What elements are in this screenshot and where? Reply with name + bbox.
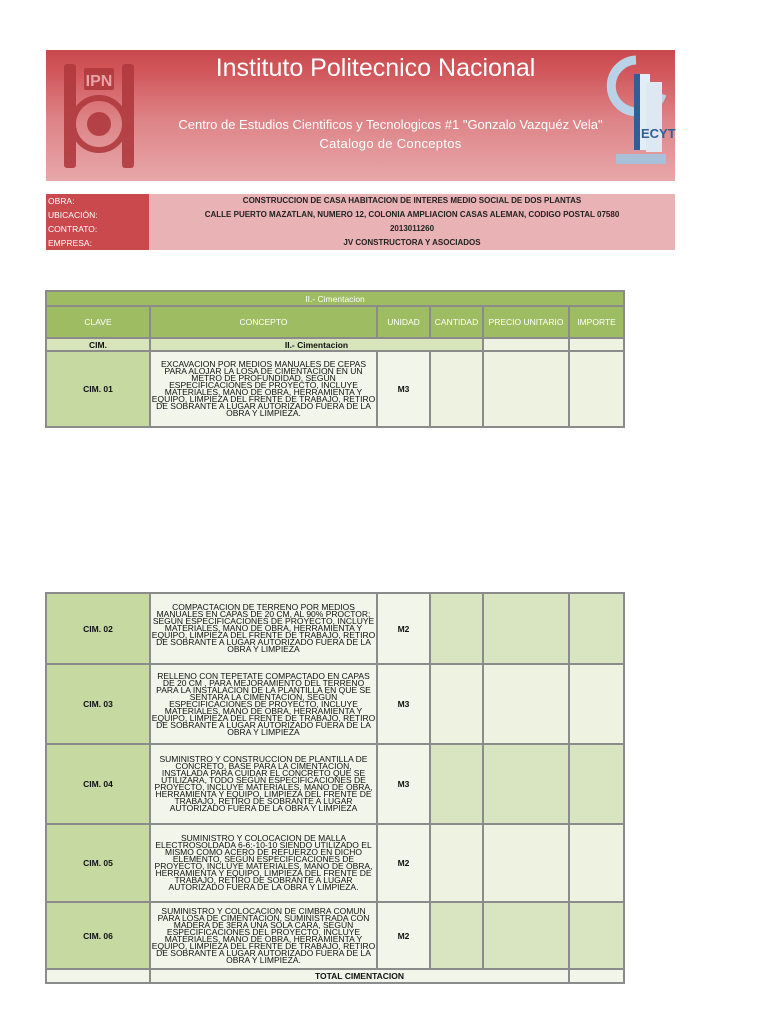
catalog-title: Catalogo de Conceptos — [319, 136, 462, 151]
column-header: CLAVE — [46, 306, 150, 338]
concepts-table-bottom — [45, 592, 625, 984]
info-row-contrato — [46, 222, 675, 236]
unidad-cell: M3 — [377, 351, 430, 427]
precio-unitario-cell[interactable] — [483, 664, 569, 744]
cantidad-cell[interactable] — [430, 824, 483, 902]
column-header: UNIDAD — [377, 306, 430, 338]
info-row-ubicacion — [46, 208, 675, 222]
concepto-cell: RELLENO CON TEPETATE COMPACTADO EN CAPAS DE 20 CM , PARA MEJORAMIENTO DEL TERRENO PARA LA INSTALACION DE LA PLANTILLA EN QUE SE SENTARA LA CIMENTACION, SEGÚN ESPECIFICACIONES DE PROYECTO, INCLUYE MATERIALES, MANO DE OBRA, HERRAMIENTA Y EQUIPO, LIMPIEZA DEL FRENTE DE TRABAJO, RETIRO DE SOBRANTE A LUGAR AUTORIZADO FUERA DE LA OBRA Y LIMPIEZA — [150, 664, 377, 744]
group-code: CIM. — [46, 338, 150, 351]
group-cell — [483, 338, 569, 351]
info-label: EMPRESA: — [46, 236, 149, 250]
clave-cell: CIM. 06 — [46, 902, 150, 969]
concepts-table-top — [45, 290, 625, 428]
concepto-cell: SUMINISTRO Y COLOCACION DE MALLA ELECTROSOLDADA 6-6:-10-10 SIENDO UTILIZADO EL MISMO COMO ACERO DE REFUERZO EN DICHO ELEMENTO, SEGÚN ESPECIFICACIONES DE PROYECTO, INCLUYE MATERIALES, MANO DE OBRA, HERRAMIENTA Y EQUIPO, LIMPIEZA DEL FRENTE DE TRABAJO, RETIRO DE SOBRANTE A LUGAR AUTORIZADO FUERA DE LA OBRA Y LIMPIEZA. — [150, 824, 377, 902]
center-name: Centro de Estudios Cientificos y Tecnologicos #1 "Gonzalo Vazquéz Vela" — [178, 117, 603, 132]
precio-unitario-cell[interactable] — [483, 593, 569, 664]
cantidad-cell[interactable] — [430, 902, 483, 969]
concepto-cell: COMPACTACION DE TERRENO POR MEDIOS MANUALES EN CAPAS DE 20 CM, AL 90% PROCTOR; SEGÚN ESPECIFICACIONES DE PROYECTO, INCLUYE MATERIALES, MANO DE OBRA, HERRAMIENTA Y EQUIPO, LIMPIEZA DEL FRENTE DE TRABAJO, RETIRO DE SOBRANTE A LUGAR AUTORIZADO FUERA DE LA OBRA Y LIMPIEZA — [150, 593, 377, 664]
concepto-cell: SUMINISTRO Y CONSTRUCCION DE PLANTILLA DE CONCRETO, BASE PARA LA CIMENTACION, INSTALADA PARA CUIDAR EL CONCRETO QUE SE UTILIZARA, TODO SEGÚN ESPECIFICACIONES DE PROYECTO, INCLUYE MATERIALES, MANO DE OBRA, HERRAMIENTA Y EQUIPO, LIMPIEZA DEL FRENTE DE TRABAJO, RETIRO DE SOBRANTE A LUGAR AUTORIZADO FUERA DE LA OBRA Y LIMPIEZA — [150, 744, 377, 824]
project-info — [46, 194, 675, 250]
info-value: 2013011260 — [149, 222, 675, 236]
total-blank-cell — [46, 969, 150, 983]
importe-cell[interactable] — [569, 744, 624, 824]
info-value: CALLE PUERTO MAZATLAN, NUMERO 12, COLONIA AMPLIACION CASAS ALEMAN, CODIGO POSTAL 07580 — [149, 208, 675, 222]
unidad-cell: M3 — [377, 664, 430, 744]
cantidad-cell[interactable] — [430, 351, 483, 427]
section-title: II.- Cimentacion — [46, 291, 624, 306]
importe-cell[interactable] — [569, 351, 624, 427]
info-value: JV CONSTRUCTORA Y ASOCIADOS — [149, 236, 675, 250]
info-label: UBICACIÓN: — [46, 208, 149, 222]
svg-text:IPN: IPN — [85, 73, 113, 90]
column-header: CONCEPTO — [150, 306, 377, 338]
info-row-obra — [46, 194, 675, 208]
precio-unitario-cell[interactable] — [483, 824, 569, 902]
cantidad-cell[interactable] — [430, 593, 483, 664]
svg-text:ECYT: ECYT — [641, 126, 676, 141]
importe-cell[interactable] — [569, 902, 624, 969]
table-header — [46, 306, 624, 338]
info-value: CONSTRUCCION DE CASA HABITACION DE INTERES MEDIO SOCIAL DE DOS PLANTAS — [149, 194, 675, 208]
info-label: CONTRATO: — [46, 222, 149, 236]
table-row — [46, 824, 624, 902]
ipn-logo — [56, 56, 142, 176]
group-cell — [569, 338, 624, 351]
cantidad-cell[interactable] — [430, 664, 483, 744]
clave-cell: CIM. 04 — [46, 744, 150, 824]
table-row — [46, 351, 624, 427]
concepto-cell: SUMINISTRO Y COLOCACION DE CIMBRA COMUN PARA LOSA DE CIMENTACION, SUMINISTRADA CON MADERA DE 3ERA UNA SOLA CARA, SEGÚN ESPECIFICACIONES DEL PROYECTO, INCLUYE MATERIALES, MANO DE OBRA, HERRAMIENTA Y EQUIPO, LIMPIEZA DEL FRENTE DE TRABAJO, RETIRO DE SOBRANTE A LUGAR AUTORIZADO FUERA DE LA OBRA Y LIMPIEZA. — [150, 902, 377, 969]
clave-cell: CIM. 03 — [46, 664, 150, 744]
table-row — [46, 902, 624, 969]
info-row-empresa — [46, 236, 675, 250]
column-header: PRECIO UNITARIO — [483, 306, 569, 338]
table-row — [46, 664, 624, 744]
importe-cell[interactable] — [569, 824, 624, 902]
group-name: II.- Cimentacion — [150, 338, 483, 351]
concepto-cell: EXCAVACION POR MEDIOS MANUALES DE CEPAS PARA ALOJAR LA LOSA DE CIMENTACION EN UN METRO DE PROFUNDIDAD, SEGÚN ESPECIFICACIONES DE PROYECTO, INCLUYE MATERIALES, MANO DE OBRA, HERRAMIENTA Y EQUIPO, LIMPIEZA DEL FRENTE DE TRABAJO, RETIRO DE SOBRANTE A LUGAR AUTORIZADO FUERA DE LA OBRA Y LIMPIEZA. — [150, 351, 377, 427]
unidad-cell: M2 — [377, 902, 430, 969]
institution-title: Instituto Politecnico Nacional — [215, 54, 536, 82]
clave-cell: CIM. 05 — [46, 824, 150, 902]
unidad-cell: M2 — [377, 593, 430, 664]
column-header: IMPORTE — [569, 306, 624, 338]
unidad-cell: M3 — [377, 744, 430, 824]
total-importe-cell[interactable] — [569, 969, 624, 983]
importe-cell[interactable] — [569, 664, 624, 744]
group-row — [46, 338, 624, 351]
table-row — [46, 593, 624, 664]
clave-cell: CIM. 02 — [46, 593, 150, 664]
cecyt-logo — [606, 54, 676, 172]
info-label: OBRA: — [46, 194, 149, 208]
column-header: CANTIDAD — [430, 306, 483, 338]
precio-unitario-cell[interactable] — [483, 902, 569, 969]
precio-unitario-cell[interactable] — [483, 744, 569, 824]
importe-cell[interactable] — [569, 593, 624, 664]
unidad-cell: M2 — [377, 824, 430, 902]
precio-unitario-cell[interactable] — [483, 351, 569, 427]
clave-cell: CIM. 01 — [46, 351, 150, 427]
table-row — [46, 744, 624, 824]
cantidad-cell[interactable] — [430, 744, 483, 824]
total-row — [46, 969, 624, 983]
total-label: TOTAL CIMENTACION — [150, 969, 569, 983]
